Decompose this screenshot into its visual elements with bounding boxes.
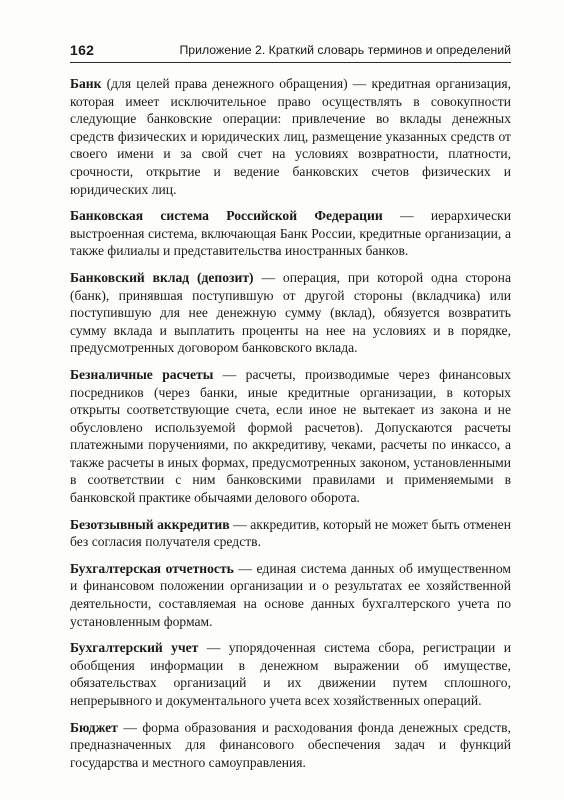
page-number: 162 xyxy=(70,42,95,58)
glossary-entry-bank xyxy=(70,75,511,198)
entry-definition: (для целей права денежного обращения) — кредитная организация, которая имеет исключительное право осуществлять в совокупности следующие банковские операции: привлечение во вклады денежных средств физических и юридических лиц, размещение указанных средств от своего имени и за свой счет на условиях возвратности, платности, срочности, открытие и ведение банковских счетов физических и юридических лиц. xyxy=(70,76,511,197)
glossary-entry-irrevocable-letter-of-credit xyxy=(70,516,511,551)
entry-definition: — иерархически выстроенная система, включающая Банк России, кредитные организации, а также филиалы и представительства иностранных банков. xyxy=(70,208,511,259)
entry-term: Банковская система Российской Федерации xyxy=(70,208,383,224)
glossary-entry-budget xyxy=(70,719,511,772)
glossary-body xyxy=(70,75,511,780)
entry-definition: — единая система данных об имущественном и финансовом положении организации и о результатах ее хозяйственной деятельности, составляемая на основе данных бухгалтерского учета по установленным формам. xyxy=(70,560,511,629)
glossary-entry-bank-deposit xyxy=(70,269,511,357)
entry-term: Безналичные расчеты xyxy=(70,366,214,382)
glossary-entry-accounting-statements xyxy=(70,560,511,630)
entry-definition: — упорядоченная система сбора, регистрации и обобщения информации в денежном выражении об имуществе, обязательствах организаций и их движении путем сплошного, непрерывного и документального учета всех хозяйственных операций. xyxy=(70,640,511,708)
glossary-entry-cashless-payments xyxy=(70,366,511,507)
glossary-entry-accounting xyxy=(70,639,511,709)
entry-definition: — форма образования и расходования фонда денежных средств, предназначенных для финансового обеспечения задач и функций государства и местного самоуправления. xyxy=(70,719,511,770)
entry-definition: — расчеты, производимые через финансовых посредников (через банки, иные кредитные организации, в которых открыты соответствующие счета, если иное не вытекает из закона и не обусловлено используемой формой расчетов). Допускаются расчеты платежными поручениями, по аккредитиву, чеками, расчеты по инкассо, а также расчеты в иных формах, предусмотренных законом, установленными в соответствии с ним банковскими правилами и применяемыми в банковской практике обычаями делового оборота. xyxy=(70,366,511,506)
entry-term: Безотзывный аккредитив xyxy=(70,516,230,532)
entry-term: Банковский вклад (депозит) xyxy=(70,269,254,285)
entry-definition: — операция, при которой одна сторона (банк), принявшая поступившую от другой стороны (вкладчика) или поступившую для нее денежную сумму (вклад), обязуется возвратить сумму вклада и выплатить проценты на нее на условиях и в порядке, предусмотренных договором банковского вклада. xyxy=(70,269,511,356)
glossary-entry-banking-system xyxy=(70,207,511,260)
entry-term: Банк xyxy=(70,76,102,91)
running-title: Приложение 2. Краткий словарь терминов и определений xyxy=(179,43,511,57)
entry-term: Бухгалтерская отчетность xyxy=(70,560,234,576)
entry-term: Бухгалтерский учет xyxy=(70,640,199,656)
entry-definition: — аккредитив, который не может быть отменен без согласия получателя средств. xyxy=(70,516,511,550)
running-header xyxy=(70,40,511,63)
entry-term: Бюджет xyxy=(70,719,118,735)
